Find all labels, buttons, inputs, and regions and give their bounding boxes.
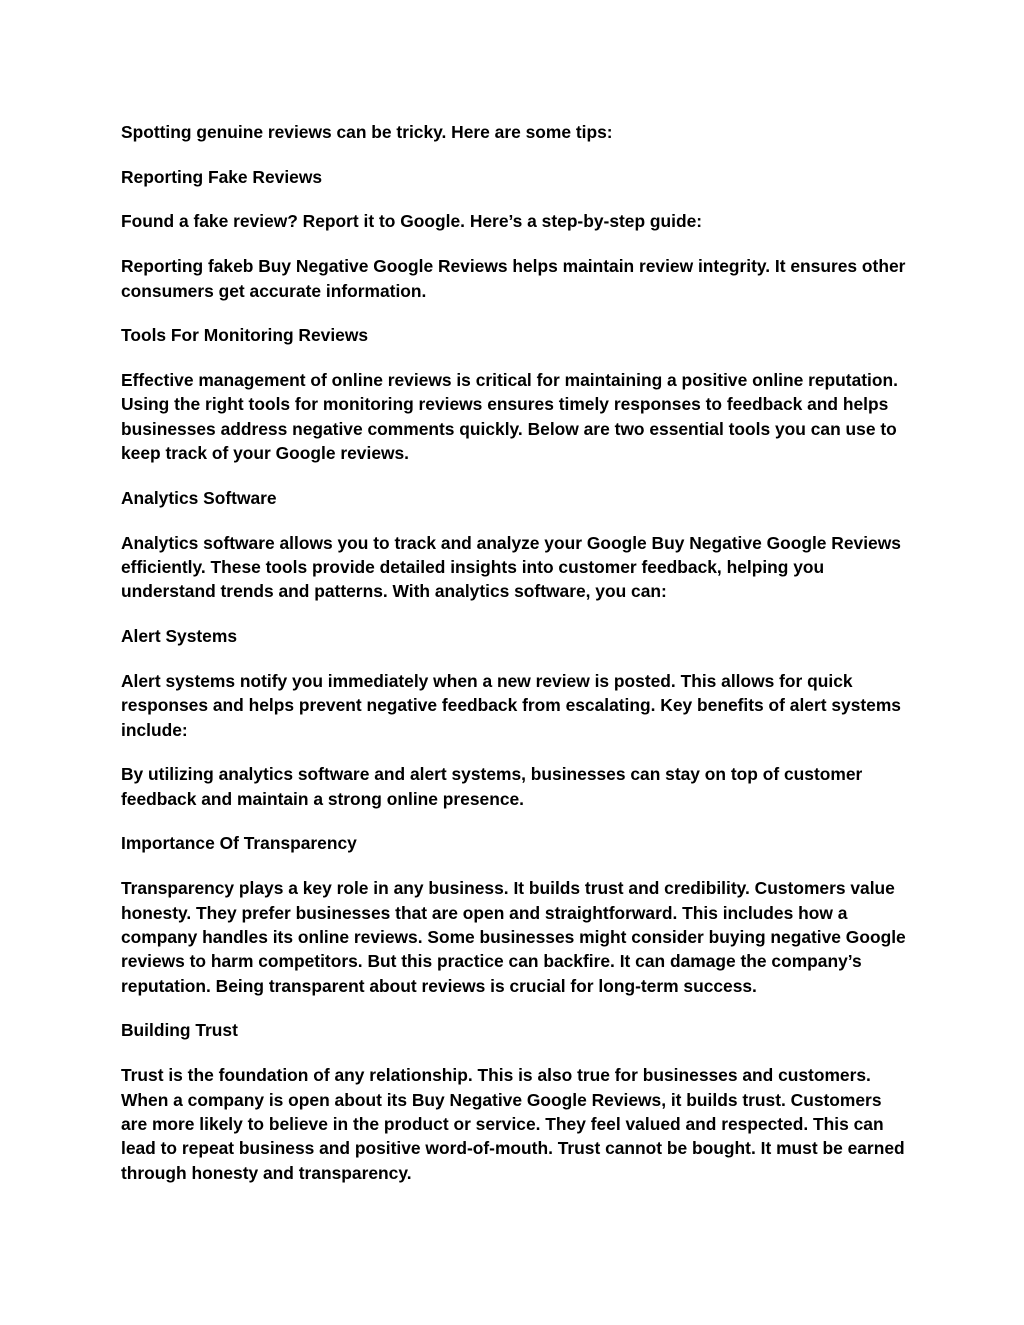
body-paragraph: Analytics software allows you to track and analyze your Google Buy Negative Google Reviews efficiently. These tools provide detailed insights into customer feedback, helping you understand trends and patterns. With analytics software, you can:	[121, 532, 901, 602]
body-paragraph: Alert systems notify you immediately when a new review is posted. This allows for quick responses and helps prevent negative feedback from escalating. Key benefits of alert systems include:	[121, 670, 901, 740]
section-heading: Analytics Software	[121, 487, 277, 508]
section-heading: Tools For Monitoring Reviews	[121, 325, 369, 346]
section-heading: Alert Systems	[121, 626, 237, 647]
body-paragraph: Reporting fakeb Buy Negative Google Reviews helps maintain review integrity. It ensures other consumers get accurate information.	[121, 256, 906, 301]
section-heading: Reporting Fake Reviews	[121, 166, 323, 187]
section-heading: Importance Of Transparency	[121, 833, 357, 854]
body-paragraph: Trust is the foundation of any relationship. This is also true for businesses and customers. When a company is open about its Buy Negative Google Reviews, it builds trust. Customers are more likely to believe in the product or service. They feel valued and respected. This can lead to repeat business and positive word-of-mouth. Trust cannot be bought. It must be earned through honesty and transparency.	[121, 1065, 905, 1183]
body-paragraph: By utilizing analytics software and alert systems, businesses can stay on top of customer feedback and maintain a strong online presence.	[121, 764, 863, 809]
intro-paragraph: Spotting genuine reviews can be tricky. Here are some tips:	[121, 122, 613, 142]
body-paragraph: Transparency plays a key role in any business. It builds trust and credibility. Customers value honesty. They prefer businesses that are open and straightforward. This includes how a company handles its online reviews. Some businesses might consider buying negative Google reviews to harm competitors. But this practice can backfire. It can damage the company’s reputation. Being transparent about reviews is crucial for long-term success.	[121, 878, 906, 996]
body-paragraph: Found a fake review? Report it to Google. Here’s a step-by-step guide:	[121, 211, 703, 232]
section-heading: Building Trust	[121, 1020, 238, 1041]
document-body	[121, 120, 911, 1205]
body-paragraph: Effective management of online reviews is critical for maintaining a positive online reputation. Using the right tools for monitoring reviews ensures timely responses to feedback and helps businesses address negative comments quickly. Below are two essential tools you can use to keep track of your Google reviews.	[121, 369, 898, 464]
